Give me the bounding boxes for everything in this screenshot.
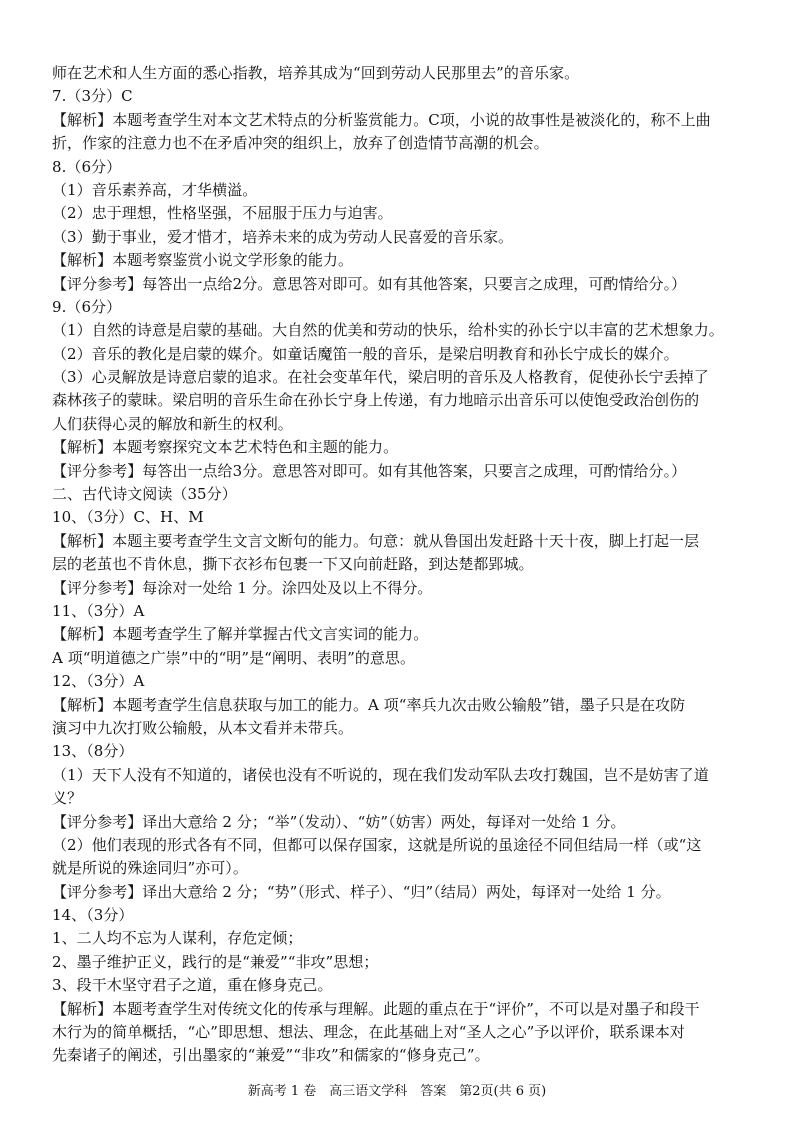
text-line: 【解析】本题考察鉴赏小说文学形象的能力。 (52, 251, 354, 270)
text-line: 【评分参考】每答出一点给2分。意思答对即可。如有其他答案，只要言之成理，可酌情给分。） (52, 274, 687, 293)
text-line: 【评分参考】每答出一点给3分。意思答对即可。如有其他答案，只要言之成理，可酌情给分。） (52, 461, 687, 480)
page-footer: 新高考 1 卷 高三语文学科 答案 第2页(共 6 页) (247, 1084, 547, 1099)
question-12-heading: 12、（3分）A (52, 672, 145, 691)
question-13-heading: 13、（8分） (52, 742, 134, 761)
text-line: 木行为的简单概括，“心”即思想、想法、理念，在此基础上对“圣人之心”予以评价，联系课本对 (52, 1023, 685, 1042)
text-line: 【评分参考】译出大意给 2 分；“举”（发动）、“妨”（妨害）两处，每译对一处给 1 分。 (52, 812, 626, 831)
text-line: 【解析】本题考查学生信息获取与加工的能力。A 项“率兵九次击败公输般”错，墨子只是在攻防 (52, 695, 686, 714)
text-line: 义？ (52, 789, 83, 808)
text-line: 【解析】本题考查学生对传统文化的传承与理解。此题的重点在于“评价”，不可以是对墨子和段干 (52, 999, 700, 1018)
section-heading: 二、古代诗文阅读（35分） (52, 485, 237, 504)
text-line: A 项“明道德之广崇”中的“明”是“阐明、表明”的意思。 (52, 648, 416, 667)
text-line: 【评分参考】每涂对一处给 1 分。涂四处及以上不得分。 (52, 578, 433, 597)
text-line: 【解析】本题主要考查学生文言文断句的能力。句意：就从鲁国出发赶路十天十夜，脚上打起一层 (52, 531, 700, 550)
question-11-heading: 11、（3分）A (52, 601, 145, 620)
text-line: 演习中九次打败公输般，从本文看并未带兵。 (52, 718, 354, 737)
text-line: （1）天下人没有不知道的，诸侯也没有不听说的，现在我们发动军队去攻打魏国，岂不是妨害了道 (52, 765, 709, 784)
text-line: 【解析】本题考查学生了解并掌握古代文言实词的能力。 (52, 625, 429, 644)
text-line: 【解析】本题考察探究文本艺术特色和主题的能力。 (52, 438, 399, 457)
text-line: （2）忠于理想，性格坚强，不屈服于压力与迫害。 (52, 204, 393, 223)
text-line: 3、段干木坚守君子之道，重在修身克己。 (52, 976, 333, 995)
text-line: （1）自然的诗意是启蒙的基础。大自然的优美和劳动的快乐，给朴实的孙长宁以丰富的艺术想象力。 (52, 321, 724, 340)
text-line: （3）勤于事业，爱才惜才，培养未来的成为劳动人民喜爱的音乐家。 (52, 227, 514, 246)
text-line: （2）他们表现的形式各有不同，但都可以保存国家，这就是所说的虽途径不同但结局一样（或“这 (52, 835, 702, 854)
answer-key-body (52, 62, 744, 1068)
question-9-heading: 9.（6分） (52, 297, 122, 316)
question-8-heading: 8.（6分） (52, 157, 122, 176)
text-line: 【解析】本题考查学生对本文艺术特点的分析鉴赏能力。C项，小说的故事性是被淡化的，称不上曲 (52, 110, 711, 129)
text-line: 【评分参考】译出大意给 2 分；“势”（形式、样子）、“归”（结局）两处，每译对一处给 1 分。 (52, 882, 671, 901)
text-line: 先秦诸子的阐述，引出墨家的“兼爱”“非攻”和儒家的“修身克己”。 (52, 1046, 490, 1065)
text-line: 2、墨子维护正义，践行的是“兼爱”“非攻”思想； (52, 952, 379, 971)
text-line: （3）心灵解放是诗意启蒙的追求。在社会变革年代，梁启明的音乐及人格教育，促使孙长宁丢掉了 (52, 368, 709, 387)
text-line: 折，作家的注意力也不在矛盾冲突的组织上，放弃了创造情节高潮的机会。 (52, 134, 549, 153)
question-14-heading: 14、（3分） (52, 906, 134, 925)
text-line: 师在艺术和人生方面的悉心指教，培养其成为“回到劳动人民那里去”的音乐家。 (52, 64, 580, 82)
text-line: （2）音乐的教化是启蒙的媒介。如童话魔笛一般的音乐，是梁启明教育和孙长宁成长的媒介。 (52, 344, 679, 363)
text-line: 层的老茧也不肯休息，撕下衣衫布包裹一下又向前赶路，到达楚都郢城。 (52, 555, 534, 574)
question-10-heading: 10、（3分）C、H、M (52, 508, 204, 527)
text-line: 森林孩子的蒙昧。梁启明的音乐生命在孙长宁身上传递，有力地暗示出音乐可以使饱受政治创伤的 (52, 391, 700, 410)
text-line: （1）音乐素养高，才华横溢。 (52, 180, 258, 199)
text-line: 1、二人均不忘为人谋利，存危定倾； (52, 929, 303, 948)
question-7-heading: 7.（3分）C (52, 87, 133, 106)
text-line: 就是所说的殊途同归”亦可）。 (52, 859, 248, 878)
text-line: 人们获得心灵的解放和新生的权利。 (52, 414, 293, 433)
